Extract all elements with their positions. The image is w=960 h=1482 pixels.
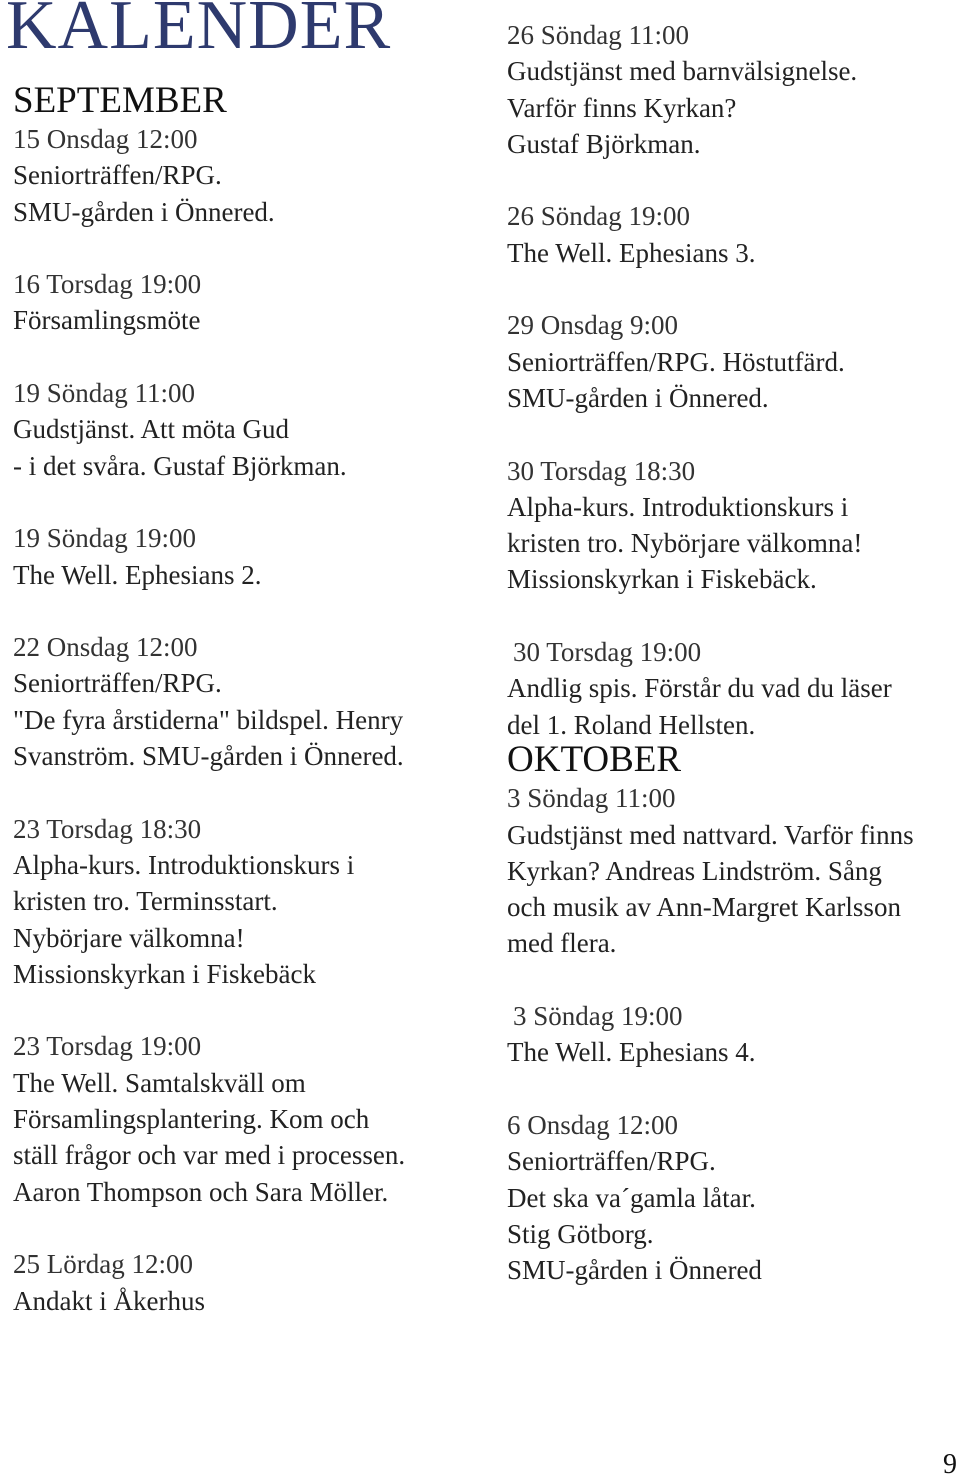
event-description-line: och musik av Ann-Margret Karlsson [507, 892, 901, 923]
calendar-event [507, 17, 959, 162]
event-description-line: The Well. Ephesians 3. [507, 237, 756, 268]
event-date: 26 Söndag 19:00 [507, 201, 691, 232]
event-description-line: Gudstjänst med barnvälsignelse. [507, 56, 858, 87]
event-description-line: Alpha-kurs. Introduktionskurs i [13, 849, 355, 880]
event-description-line: - i det svåra. Gustaf Björkman. [13, 450, 347, 481]
event-description-line: ställ frågor och var med i processen. [13, 1140, 406, 1171]
calendar-event [507, 634, 959, 743]
calendar-event [13, 1028, 465, 1209]
event-description-line: Gustaf Björkman. [507, 128, 701, 159]
event-date: 30 Torsdag 18:30 [507, 455, 696, 486]
event-description-line: Missionskyrkan i Fiskebäck. [507, 564, 817, 595]
right-column [507, 17, 959, 1325]
event-date: 22 Onsdag 12:00 [13, 632, 198, 663]
event-description-line: SMU-gården i Önnered [507, 1255, 762, 1286]
event-description-line: Andakt i Åkerhus [13, 1285, 205, 1316]
event-date: 19 Söndag 19:00 [13, 523, 197, 554]
event-description-line: Det ska va´gamla låtar. [507, 1182, 756, 1213]
event-description-line: The Well. Ephesians 2. [13, 559, 262, 590]
event-description-line: del 1. Roland Hellsten. [507, 709, 756, 740]
event-description-line: Kyrkan? Andreas Lindström. Sång [507, 855, 882, 886]
event-date: 3 Söndag 11:00 [507, 783, 676, 814]
event-description-line: Missionskyrkan i Fiskebäck [13, 958, 316, 989]
event-description-line: SMU-gården i Önnered. [507, 382, 769, 413]
calendar-event [507, 780, 959, 961]
calendar-event [13, 811, 465, 992]
event-description-line: Seniorträffen/RPG. [13, 668, 222, 699]
calendar-event [13, 1246, 465, 1319]
event-date: 19 Söndag 11:00 [13, 378, 195, 409]
calendar-event [13, 629, 465, 774]
calendar-event [13, 520, 465, 593]
event-date: 26 Söndag 11:00 [507, 20, 689, 50]
event-description-line: Aaron Thompson och Sara Möller. [13, 1176, 389, 1207]
event-description-line: Varför finns Kyrkan? [507, 92, 737, 123]
event-date: 25 Lördag 12:00 [13, 1249, 193, 1280]
left-column [13, 82, 465, 1355]
event-description-line: "De fyra årstiderna" bildspel. Henry [13, 704, 404, 735]
event-description-line: Gudstjänst med nattvard. Varför finns [507, 819, 914, 850]
event-date: 3 Söndag 19:00 [513, 1001, 683, 1032]
event-description-line: The Well. Samtalskväll om [13, 1067, 306, 1098]
calendar-event [13, 121, 465, 230]
event-list-oktober [507, 780, 959, 1288]
calendar-event [13, 375, 465, 484]
event-list-september-continued [507, 17, 959, 743]
event-description-line: Svanström. SMU-gården i Önnered. [13, 741, 404, 772]
calendar-event [507, 1107, 959, 1288]
event-date: 16 Torsdag 19:00 [13, 269, 202, 300]
event-description-line: Församlingsmöte [13, 305, 201, 336]
event-description-line: Andlig spis. Förstår du vad du läser [507, 673, 892, 704]
event-description-line: Stig Götborg. [507, 1218, 654, 1249]
event-description-line: Seniorträffen/RPG. Höstutfärd. [507, 346, 845, 377]
page-title: KALENDER [6, 0, 392, 64]
calendar-event [507, 453, 959, 598]
calendar-event [13, 266, 465, 339]
event-date: 30 Torsdag 19:00 [513, 637, 702, 668]
calendar-event [507, 998, 959, 1071]
month-heading-september: SEPTEMBER [13, 80, 227, 121]
event-description-line: Gudstjänst. Att möta Gud [13, 414, 289, 445]
event-description-line: Alpha-kurs. Introduktionskurs i [507, 491, 849, 522]
event-description-line: Nybörjare välkomna! [13, 922, 245, 953]
event-description-line: The Well. Ephesians 4. [507, 1037, 756, 1068]
calendar-event [507, 198, 959, 271]
page-number: 9 [943, 1449, 957, 1480]
event-list-september [13, 121, 465, 1319]
event-date: 15 Onsdag 12:00 [13, 124, 198, 154]
event-description-line: SMU-gården i Önnered. [13, 196, 275, 227]
event-description-line: kristen tro. Terminsstart. [13, 886, 278, 917]
calendar-event [507, 307, 959, 416]
event-date: 6 Onsdag 12:00 [507, 1109, 678, 1140]
event-description-line: Församlingsplantering. Kom och [13, 1104, 370, 1135]
event-date: 29 Onsdag 9:00 [507, 310, 678, 341]
event-description-line: med flera. [507, 928, 617, 959]
event-date: 23 Torsdag 19:00 [13, 1031, 202, 1062]
event-description-line: kristen tro. Nybörjare välkomna! [507, 528, 863, 559]
month-heading-oktober: OKTOBER [507, 739, 682, 781]
event-description-line: Seniorträffen/RPG. [507, 1146, 716, 1177]
event-date: 23 Torsdag 18:30 [13, 813, 202, 844]
event-description-line: Seniorträffen/RPG. [13, 160, 222, 191]
